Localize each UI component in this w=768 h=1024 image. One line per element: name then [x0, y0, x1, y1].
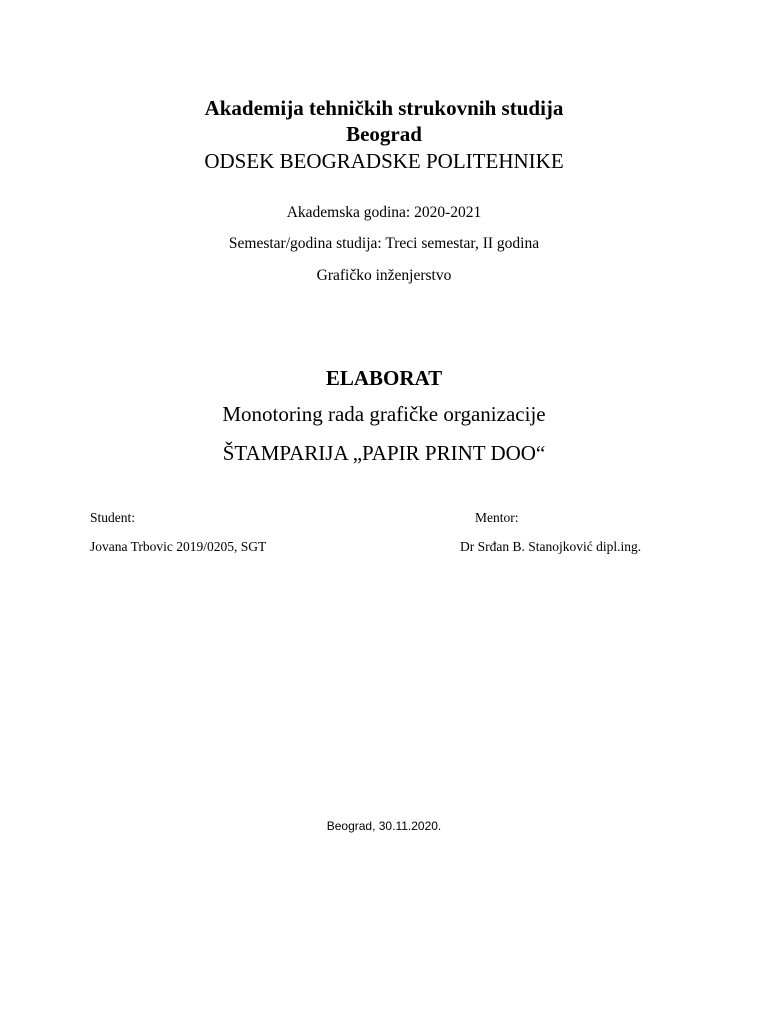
- institution-city: Beograd: [346, 122, 422, 146]
- department-name: ODSEK BEOGRADSKE POLITEHNIKE: [204, 149, 564, 173]
- student-name: Jovana Trbovic 2019/0205, SGT: [90, 539, 267, 554]
- mentor-label: Mentor:: [475, 510, 519, 525]
- academic-year: Akademska godina: 2020-2021: [286, 204, 482, 221]
- document-subtitle: Monotoring rada grafičke organizacije: [222, 402, 546, 426]
- mentor-name: Dr Srđan B. Stanojković dipl.ing.: [460, 539, 642, 554]
- semester-info: Semestar/godina studija: Treci semestar, II godina: [228, 235, 540, 252]
- study-program: Grafičko inženjerstvo: [316, 267, 452, 284]
- institution-name: Akademija tehničkih strukovnih studija: [204, 96, 564, 120]
- student-label: Student:: [90, 510, 136, 525]
- place-date: Beograd, 30.11.2020.: [326, 819, 442, 833]
- company-name: ŠTAMPARIJA „PAPIR PRINT DOO“: [222, 441, 546, 465]
- document-title: ELABORAT: [325, 366, 443, 390]
